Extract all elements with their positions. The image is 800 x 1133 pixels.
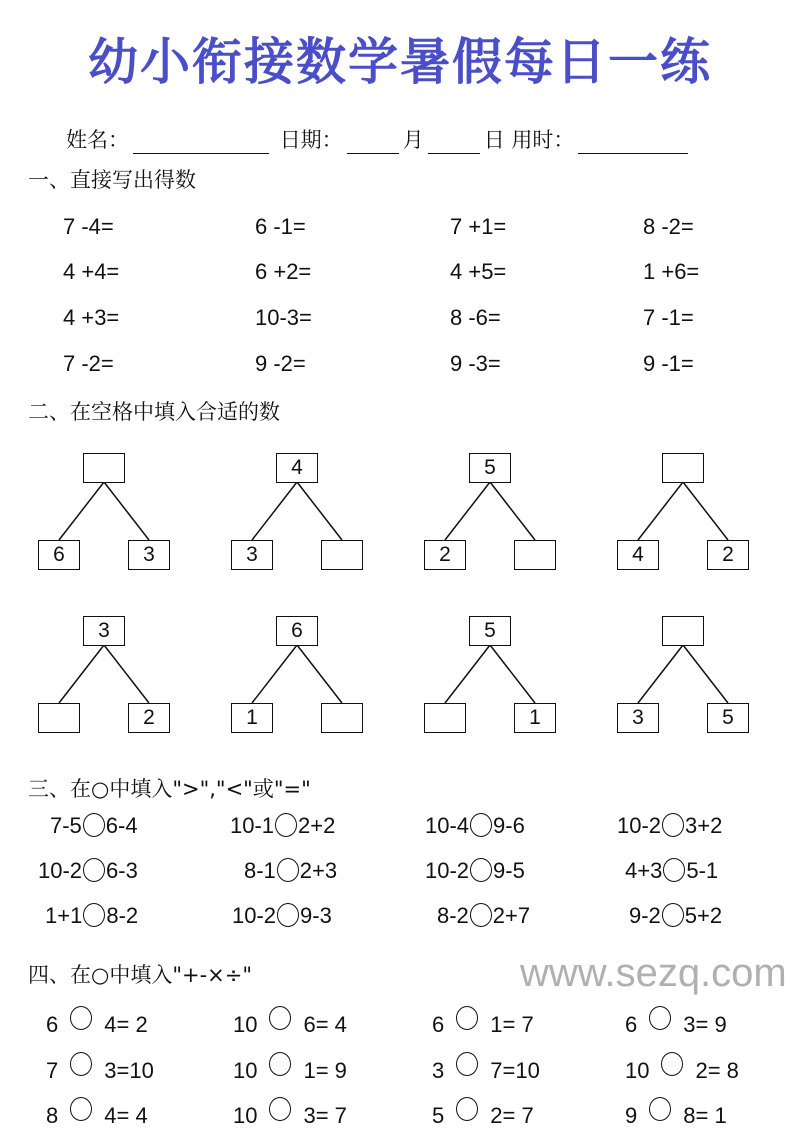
- operand-left: 9: [625, 1103, 638, 1128]
- tree-branch: [490, 645, 535, 703]
- watermark: www.sezq.com: [520, 951, 787, 995]
- operand-right-result: 3= 7: [303, 1103, 347, 1128]
- operator-circle[interactable]: [661, 1052, 683, 1076]
- operand-left: 10: [233, 1058, 258, 1083]
- compare-left: 8-1: [244, 858, 276, 883]
- name-label: 姓名：: [66, 128, 129, 152]
- operand-left: 6: [46, 1012, 59, 1037]
- compare-left: 10-2: [232, 903, 277, 928]
- answer-circle[interactable]: [663, 858, 685, 882]
- tree-top-box: 5: [469, 616, 511, 646]
- tree-branch: [297, 645, 342, 703]
- tree-top-box: 3: [83, 616, 125, 646]
- operator-problem: [233, 1052, 347, 1084]
- tree-top-box[interactable]: [662, 453, 704, 483]
- operand-right-result: 2= 7: [490, 1103, 534, 1128]
- tree-right-box: 2: [128, 703, 170, 733]
- direct-problem: 4 +3=: [63, 305, 120, 330]
- operand-left: 6: [432, 1012, 445, 1037]
- operator-problem: [432, 1006, 534, 1038]
- operand-right-result: 8= 1: [683, 1103, 727, 1128]
- tree-left-box: 6: [38, 540, 80, 570]
- operator-problem: [432, 1052, 540, 1084]
- operator-problem: [625, 1006, 727, 1038]
- tree-branch: [638, 482, 683, 540]
- tree-left-box: 1: [231, 703, 273, 733]
- tree-branch: [252, 645, 297, 703]
- tree-branch: [59, 482, 104, 540]
- time-label: 用时：: [511, 128, 575, 152]
- operand-right-result: 3=10: [104, 1058, 154, 1083]
- operand-right-result: 7=10: [490, 1058, 540, 1083]
- worksheet-title: 幼小衔接数学暑假每日一练: [88, 33, 712, 91]
- operator-problem: [46, 1006, 148, 1038]
- compare-problem: [50, 813, 138, 839]
- operand-left: 10: [233, 1012, 258, 1037]
- operator-circle[interactable]: [456, 1052, 478, 1076]
- answer-circle[interactable]: [662, 813, 684, 837]
- operator-problem: [625, 1097, 727, 1129]
- tree-right-box: 1: [514, 703, 556, 733]
- compare-problem: [425, 858, 525, 884]
- direct-problem: 9 -3=: [450, 351, 501, 376]
- compare-right: 2+7: [492, 903, 531, 928]
- tree-branch: [638, 645, 683, 703]
- answer-circle[interactable]: [83, 903, 105, 927]
- operand-right-result: 1= 7: [490, 1012, 534, 1037]
- operator-problem: [233, 1097, 347, 1129]
- direct-problem: 1 +6=: [643, 259, 700, 284]
- tree-branch: [297, 482, 342, 540]
- compare-left: 4+3: [625, 858, 663, 883]
- tree-right-box[interactable]: [321, 703, 363, 733]
- tree-top-box: 5: [469, 453, 511, 483]
- answer-circle[interactable]: [277, 903, 299, 927]
- tree-branch: [490, 482, 535, 540]
- tree-left-box[interactable]: [424, 703, 466, 733]
- compare-right: 2+2: [298, 813, 336, 838]
- tree-branch: [683, 645, 728, 703]
- compare-left: 1+1: [45, 903, 83, 928]
- operator-problem: [233, 1006, 347, 1038]
- compare-problem: [232, 903, 332, 929]
- tree-right-box: 5: [707, 703, 749, 733]
- compare-left: 10-2: [38, 858, 83, 883]
- compare-right: 8-2: [106, 903, 139, 928]
- month-label: 月: [402, 128, 424, 152]
- compare-left: 10-4: [425, 813, 470, 838]
- tree-branch: [445, 645, 490, 703]
- day-label: 日: [483, 128, 505, 152]
- operand-left: 3: [432, 1058, 445, 1083]
- operator-circle[interactable]: [269, 1052, 291, 1076]
- compare-problem: [625, 858, 718, 884]
- operator-circle[interactable]: [70, 1052, 92, 1076]
- answer-circle[interactable]: [83, 858, 105, 882]
- section-4-heading: 四、在○中填入"+-×÷": [28, 963, 253, 987]
- compare-problem: [38, 858, 138, 884]
- tree-branch: [445, 482, 490, 540]
- tree-top-box: 4: [276, 453, 318, 483]
- operand-right-result: 2= 8: [695, 1058, 739, 1083]
- answer-circle[interactable]: [470, 858, 492, 882]
- compare-right: 2+3: [299, 858, 338, 883]
- operand-left: 8: [46, 1103, 59, 1128]
- date-label: 日期：: [279, 128, 343, 152]
- compare-left: 9-2: [629, 903, 661, 928]
- tree-left-box: 4: [617, 540, 659, 570]
- answer-circle[interactable]: [83, 813, 105, 837]
- compare-right: 5-1: [686, 858, 719, 883]
- compare-left: 7-5: [50, 813, 82, 838]
- operand-left: 7: [46, 1058, 59, 1083]
- operator-problem: [46, 1052, 154, 1084]
- answer-circle[interactable]: [470, 903, 492, 927]
- operator-problem: [432, 1097, 534, 1129]
- compare-problem: [437, 903, 530, 929]
- operator-circle[interactable]: [649, 1097, 671, 1121]
- operand-right-result: 4= 2: [104, 1012, 148, 1037]
- compare-problem: [244, 858, 337, 884]
- operand-right-result: 4= 4: [104, 1103, 148, 1128]
- answer-circle[interactable]: [662, 903, 684, 927]
- compare-right: 9-5: [493, 858, 525, 883]
- tree-left-box: 3: [231, 540, 273, 570]
- operand-left: 5: [432, 1103, 445, 1128]
- compare-problem: [230, 813, 335, 839]
- compare-problem: [45, 903, 138, 929]
- operator-circle[interactable]: [70, 1006, 92, 1030]
- compare-right: 9-3: [300, 903, 332, 928]
- compare-right: 6-4: [105, 813, 138, 838]
- compare-left: 10-1: [230, 813, 275, 838]
- direct-problem: 9 -2=: [255, 351, 306, 376]
- operator-problem: [625, 1052, 739, 1084]
- operator-circle[interactable]: [649, 1006, 671, 1030]
- operator-problem: [46, 1097, 148, 1129]
- operator-circle[interactable]: [456, 1097, 478, 1121]
- direct-problem: 10-3=: [255, 305, 312, 330]
- tree-branch: [252, 482, 297, 540]
- operand-right-result: 1= 9: [303, 1058, 347, 1083]
- direct-problem: 7 -1=: [643, 305, 694, 330]
- operand-right-result: 3= 9: [683, 1012, 727, 1037]
- section-2-heading: 二、在空格中填入合适的数: [28, 400, 280, 424]
- answer-circle[interactable]: [275, 813, 297, 837]
- answer-circle[interactable]: [470, 813, 492, 837]
- direct-problem: 9 -1=: [643, 351, 694, 376]
- tree-left-box: 2: [424, 540, 466, 570]
- tree-top-box: 6: [276, 616, 318, 646]
- tree-top-box[interactable]: [83, 453, 125, 483]
- direct-problem: 8 -2=: [643, 214, 694, 239]
- compare-left: 10-2: [617, 813, 662, 838]
- direct-problem: 4 +5=: [450, 259, 507, 284]
- tree-right-box[interactable]: [514, 540, 556, 570]
- tree-branch: [59, 645, 104, 703]
- tree-left-box: 3: [617, 703, 659, 733]
- compare-left: 10-2: [425, 858, 470, 883]
- operator-circle[interactable]: [269, 1006, 291, 1030]
- compare-right: 3+2: [685, 813, 723, 838]
- direct-problem: 6 +2=: [255, 259, 312, 284]
- answer-circle[interactable]: [277, 858, 299, 882]
- compare-left: 8-2: [437, 903, 469, 928]
- compare-problem: [425, 813, 525, 839]
- tree-left-box[interactable]: [38, 703, 80, 733]
- tree-branch: [104, 482, 149, 540]
- tree-right-box[interactable]: [321, 540, 363, 570]
- direct-problem: 7 -2=: [63, 351, 114, 376]
- compare-right: 5+2: [684, 903, 723, 928]
- operand-left: 6: [625, 1012, 638, 1037]
- compare-right: 6-3: [106, 858, 138, 883]
- operand-left: 10: [625, 1058, 650, 1083]
- direct-problem: 4 +4=: [63, 259, 120, 284]
- compare-problem: [629, 903, 722, 929]
- tree-branch: [104, 645, 149, 703]
- operator-circle[interactable]: [70, 1097, 92, 1121]
- operand-left: 10: [233, 1103, 258, 1128]
- operand-right-result: 6= 4: [303, 1012, 347, 1037]
- direct-problem: 7 -4=: [63, 214, 114, 239]
- compare-right: 9-6: [493, 813, 525, 838]
- tree-top-box[interactable]: [662, 616, 704, 646]
- tree-branch: [683, 482, 728, 540]
- section-3-heading: 三、在○中填入">","<"或"=": [28, 777, 311, 801]
- direct-problem: 8 -6=: [450, 305, 501, 330]
- tree-right-box: 3: [128, 540, 170, 570]
- operator-circle[interactable]: [269, 1097, 291, 1121]
- direct-problem: 6 -1=: [255, 214, 306, 239]
- direct-problem: 7 +1=: [450, 214, 507, 239]
- operator-circle[interactable]: [456, 1006, 478, 1030]
- compare-problem: [617, 813, 722, 839]
- section-1-heading: 一、直接写出得数: [28, 168, 196, 192]
- tree-right-box: 2: [707, 540, 749, 570]
